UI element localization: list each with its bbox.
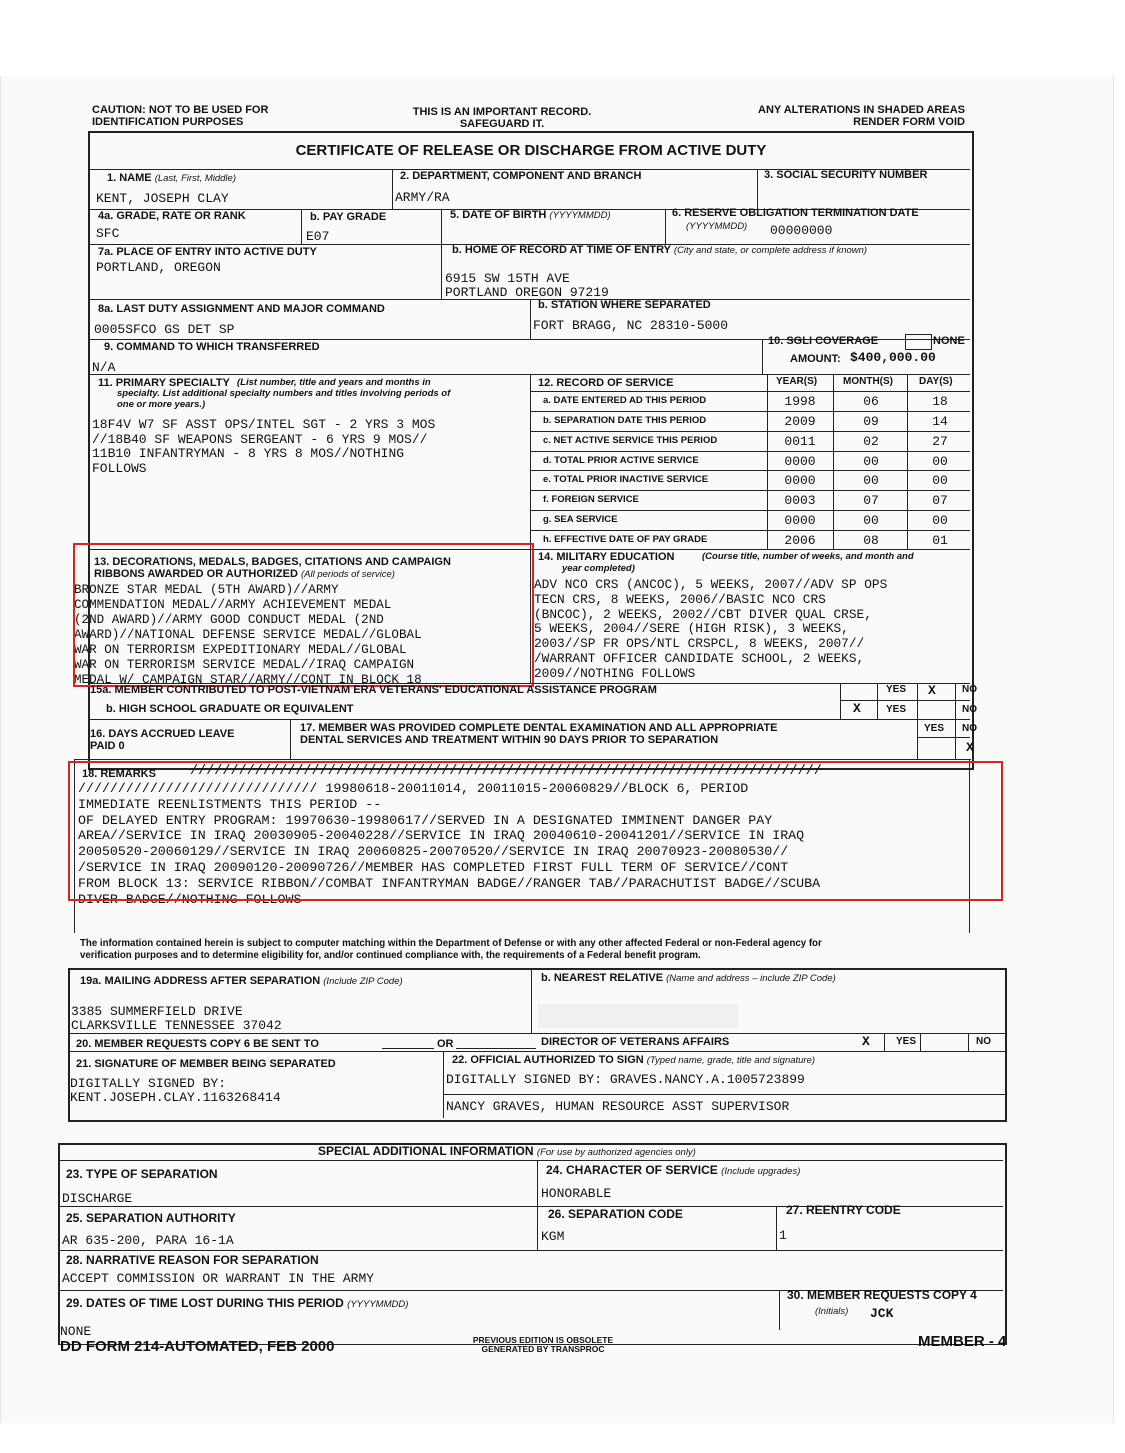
sgli-none-label: NONE (933, 335, 965, 347)
veap-no-label: NO (962, 684, 977, 695)
svc-month: 08 (863, 533, 879, 548)
grade-label: 4a. GRADE, RATE OR RANK (98, 210, 246, 222)
privacy-notice: The information contained herein is subject to computer matching within the Department of Defense or with any other affected Federal or non-Federal agency for verification purposes and to determine eligibility for, and/or continued compliance with, the requirements of a Federal benefit program. (80, 938, 822, 961)
hs-yes-label: YES (886, 704, 907, 715)
separation-code-value: KGM (541, 1229, 565, 1244)
department-label: 2. DEPARTMENT, COMPONENT AND BRANCH (400, 170, 642, 182)
obsolete-notice: PREVIOUS EDITION IS OBSOLETE GENERATED BY TRANSPROC (472, 1335, 614, 1354)
svc-month: 00 (863, 473, 879, 488)
veap-yes-label: YES (886, 684, 907, 695)
copy4-initials-value: JCK (870, 1306, 894, 1321)
leave-label: 16. DAYS ACCRUED LEAVE PAID 0 (90, 728, 235, 752)
time-lost-label: 29. DATES OF TIME LOST DURING THIS PERIOD (YYYYMMDD) (66, 1296, 409, 1310)
svc-month: 00 (863, 454, 879, 469)
specialty-hint: (List number, title and years and months in specialty. List additional specialty numbers and titles involving periods of one or more years.) (117, 377, 451, 410)
svc-row-label: a. DATE ENTERED AD THIS PERIOD (543, 395, 707, 406)
svc-row-label: e. TOTAL PRIOR INACTIVE SERVICE (543, 474, 709, 485)
pay-grade-label: b. PAY GRADE (310, 211, 387, 223)
dental-no-label: NO (962, 723, 977, 734)
member-copy-label: MEMBER - 4 (918, 1333, 1007, 1350)
col-years: YEAR(S) (776, 376, 818, 387)
veap-no-mark: X (928, 683, 936, 698)
important-record-text: THIS IS AN IMPORTANT RECORD. SAFEGUARD IT. (412, 106, 592, 130)
sgli-amount-value: $400,000.00 (850, 350, 936, 365)
va-director-label: DIRECTOR OF VETERANS AFFAIRS (541, 1036, 730, 1048)
narrative-reason-label: 28. NARRATIVE REASON FOR SEPARATION (66, 1253, 319, 1267)
copy4-label: 30. MEMBER REQUESTS COPY 4 (787, 1288, 977, 1302)
name-value: KENT, JOSEPH CLAY (96, 191, 229, 206)
copy6-yes-label: YES (896, 1036, 917, 1047)
reserve-date-value: 00000000 (770, 223, 833, 238)
mailing-address-value: 3385 SUMMERFIELD DRIVE CLARKSVILLE TENNESSEE 37042 (71, 1004, 282, 1033)
svc-row-label: c. NET ACTIVE SERVICE THIS PERIOD (543, 435, 718, 446)
svc-month: 06 (863, 394, 879, 409)
pay-grade-value: E07 (306, 229, 330, 244)
official-signature-label: 22. OFFICIAL AUTHORIZED TO SIGN (Typed name, grade, title and signature) (452, 1054, 816, 1066)
reentry-code-value: 1 (779, 1228, 787, 1243)
decorations-value: BRONZE STAR MEDAL (5TH AWARD)//ARMY COMMENDATION MEDAL//ARMY ACHIEVEMENT MEDAL (2ND AWARD)//ARMY GOOD CONDUCT MEDAL (2ND AWARD)//NATIONAL DEFENSE SERVICE MEDAL//GLOBAL WAR ON TERRORISM EXPEDITIONARY MEDAL//GLOBAL WAR ON TERRORISM SERVICE MEDAL//IRAQ CAMPAIGN MEDAL W/ CAMPAIGN STAR//ARMY//CONT IN BLOCK 18 (74, 583, 422, 687)
sgli-none-checkbox (905, 334, 932, 350)
entry-place-value: PORTLAND, OREGON (96, 260, 221, 275)
svc-row-label: d. TOTAL PRIOR ACTIVE SERVICE (543, 455, 699, 466)
svc-month: 09 (863, 414, 879, 429)
dental-yes-label: YES (924, 723, 945, 734)
reserve-date-label: 6. RESERVE OBLIGATION TERMINATION DATE (672, 207, 919, 219)
dob-label: 5. DATE OF BIRTH (YYYYMMDD) (450, 209, 611, 221)
highlight-box-remarks (68, 761, 1003, 901)
dental-no-mark: X (966, 740, 974, 755)
copy6-yes-mark: X (862, 1034, 870, 1049)
svc-day: 01 (932, 533, 948, 548)
sgli-amount-label: AMOUNT: (790, 353, 841, 365)
station-value: FORT BRAGG, NC 28310-5000 (533, 318, 729, 333)
separation-authority-label: 25. SEPARATION AUTHORITY (66, 1211, 236, 1225)
home-record-value: 6915 SW 15TH AVE PORTLAND OREGON 97219 (445, 271, 609, 300)
svc-month: 02 (863, 434, 879, 449)
svc-year: 1998 (784, 394, 816, 409)
nearest-relative-redacted (538, 1004, 738, 1028)
special-info-title: SPECIAL ADDITIONAL INFORMATION (For use by authorized agencies only) (318, 1144, 696, 1158)
mailing-address-label: 19a. MAILING ADDRESS AFTER SEPARATION (Include ZIP Code) (80, 975, 403, 987)
separation-type-value: DISCHARGE (62, 1191, 133, 1206)
specialty-label: 11. PRIMARY SPECIALTY (98, 377, 230, 389)
ssn-label: 3. SOCIAL SECURITY NUMBER (764, 169, 928, 181)
grade-value: SFC (96, 226, 120, 241)
sgli-label: 10. SGLI COVERAGE (768, 335, 879, 347)
svc-year: 0011 (784, 434, 816, 449)
form-title: CERTIFICATE OF RELEASE OR DISCHARGE FROM ACTIVE DUTY (295, 142, 767, 159)
copy6-label: 20. MEMBER REQUESTS COPY 6 BE SENT TO (76, 1038, 319, 1050)
svc-day: 07 (932, 493, 948, 508)
svc-day: 27 (932, 434, 948, 449)
command-value: N/A (92, 360, 116, 375)
last-duty-value: 0005SFCO GS DET SP (94, 322, 235, 337)
time-lost-value: NONE (60, 1324, 92, 1339)
svc-year: 0000 (784, 454, 816, 469)
nearest-relative-label: b. NEAREST RELATIVE (Name and address – include ZIP Code) (541, 972, 836, 984)
service-record-label: 12. RECORD OF SERVICE (538, 377, 674, 389)
svc-year: 0003 (784, 493, 816, 508)
svc-year: 0000 (784, 473, 816, 488)
entry-place-label: 7a. PLACE OF ENTRY INTO ACTIVE DUTY (98, 246, 317, 258)
col-days: DAY(S) (919, 376, 953, 387)
alterations-text: ANY ALTERATIONS IN SHADED AREAS RENDER FORM VOID (758, 104, 965, 128)
hs-no-label: NO (962, 704, 977, 715)
svc-row-label: g. SEA SERVICE (543, 514, 618, 525)
remarks-slashes: ////////////////////////////////////////////////////////////////////////////// (190, 764, 822, 779)
copy6-no-label: NO (976, 1036, 991, 1047)
command-label: 9. COMMAND TO WHICH TRANSFERRED (104, 341, 320, 353)
reentry-code-label: 27. REENTRY CODE (786, 1203, 901, 1217)
home-record-label: b. HOME OF RECORD AT TIME OF ENTRY (City and state, or complete address if known) (452, 244, 868, 256)
svc-day: 14 (932, 414, 948, 429)
svc-year: 2006 (784, 533, 816, 548)
svc-day: 18 (932, 394, 948, 409)
svc-month: 00 (863, 513, 879, 528)
svc-year: 2009 (784, 414, 816, 429)
svc-day: 00 (932, 454, 948, 469)
form-number: DD FORM 214-AUTOMATED, FEB 2000 (60, 1338, 335, 1355)
education-hint: (Course title, number of weeks, and month and year completed) (562, 551, 914, 574)
official-signature-value: DIGITALLY SIGNED BY: GRAVES.NANCY.A.1005723899 (446, 1072, 805, 1087)
separation-authority-value: AR 635-200, PARA 16-1A (62, 1233, 234, 1248)
veap-label: 15a. MEMBER CONTRIBUTED TO POST-VIETNAM ERA VETERANS' EDUCATIONAL ASSISTANCE PROGRAM (90, 684, 657, 696)
copy6-or: OR (437, 1038, 454, 1050)
education-label: 14. MILITARY EDUCATION (538, 551, 675, 563)
member-signature-label: 21. SIGNATURE OF MEMBER BEING SEPARATED (76, 1058, 336, 1070)
narrative-reason-value: ACCEPT COMMISSION OR WARRANT IN THE ARMY (62, 1271, 375, 1286)
character-service-label: 24. CHARACTER OF SERVICE (Include upgrades) (546, 1163, 801, 1177)
svc-year: 0000 (784, 513, 816, 528)
copy4-initials-label: (Initials) (815, 1306, 849, 1317)
last-duty-label: 8a. LAST DUTY ASSIGNMENT AND MAJOR COMMAND (98, 303, 385, 315)
name-label: 1. NAME (Last, First, Middle) (107, 172, 236, 184)
svc-row-label: b. SEPARATION DATE THIS PERIOD (543, 415, 707, 426)
caution-text: CAUTION: NOT TO BE USED FOR IDENTIFICATION PURPOSES (92, 104, 269, 128)
reserve-date-hint: (YYYYMMDD) (686, 221, 748, 232)
specialty-value: 18F4V W7 SF ASST OPS/INTEL SGT - 2 YRS 3 MOS //18B40 SF WEAPONS SERGEANT - 6 YRS 9 MOS// 11B10 INFANTRYMAN - 8 YRS 8 MOS//NOTHING FOLLOWS (92, 417, 436, 476)
separation-type-label: 23. TYPE OF SEPARATION (66, 1167, 218, 1181)
separation-code-label: 26. SEPARATION CODE (548, 1207, 683, 1221)
member-signature-value: DIGITALLY SIGNED BY: KENT.JOSEPH.CLAY.1163268414 (70, 1076, 281, 1105)
dental-label: 17. MEMBER WAS PROVIDED COMPLETE DENTAL EXAMINATION AND ALL APPROPRIATE DENTAL SERVICES AND TREATMENT WITHIN 90 DAYS PRIOR TO SEPARATION (300, 722, 778, 746)
svc-row-label: h. EFFECTIVE DATE OF PAY GRADE (543, 534, 708, 545)
education-value: ADV NCO CRS (ANCOC), 5 WEEKS, 2007//ADV SP OPS TECN CRS, 8 WEEKS, 2006//BASIC NCO CRS (BNCOC), 2 WEEKS, 2002//CBT DIVER QUAL CRSE, 5 WEEKS, 2004//SERE (HIGH RISK), 3 WEEKS, 2003//SP FR OPS/NTL CRSPCL, 8 WEEKS, 2007// /WARRANT OFFICER CANDIDATE SCHOOL, 2 WEEKS, 2009//NOTHING FOLLOWS (534, 577, 888, 681)
remarks-value: ////////////////////////////// 19980618-20011014, 20011015-20060829//BLOCK 6, PERIOD IMMEDIATE REENLISTMENTS THIS PERIOD -- OF DELAYED ENTRY PROGRAM: 19970630-19980617//SERVED IN A DESIGNATED IMMINENT DANGER PAY AREA//SERVICE IN IRAQ 20030905-20040228//SERVICE IN IRAQ 20040610-20041201//SERVICE IN IRAQ 20050520-20060129//SERVICE IN IRAQ 20060825-20070520//SERVICE IN IRAQ 20070923-20080530// /SERVICE IN IRAQ 20090120-20090726//MEMBER HAS COMPLETED FIRST FULL TERM OF SERVICE//CONT FROM BLOCK 13: SERVICE RIBBON//COMBAT INFANTRYMAN BADGE//RANGER TAB//PARACHUTIST BADGE//SCUBA DIVER BADGE//NOTHING FOLLOWS (78, 781, 821, 907)
hs-yes-mark: X (853, 701, 861, 716)
svc-day: 00 (932, 513, 948, 528)
svc-month: 07 (863, 493, 879, 508)
character-service-value: HONORABLE (541, 1186, 612, 1201)
official-name-value: NANCY GRAVES, HUMAN RESOURCE ASST SUPERVISOR (446, 1099, 790, 1114)
hs-graduate-label: b. HIGH SCHOOL GRADUATE OR EQUIVALENT (106, 703, 354, 715)
svc-row-label: f. FOREIGN SERVICE (543, 494, 639, 505)
station-label: b. STATION WHERE SEPARATED (538, 299, 711, 311)
svc-day: 00 (932, 473, 948, 488)
col-months: MONTH(S) (843, 376, 893, 387)
decorations-label: 13. DECORATIONS, MEDALS, BADGES, CITATIONS AND CAMPAIGN RIBBONS AWARDED OR AUTHORIZED (All periods of service) (94, 556, 451, 580)
remarks-label: 18. REMARKS (82, 768, 156, 780)
department-value: ARMY/RA (395, 190, 450, 205)
highlight-box-decorations (73, 543, 534, 687)
